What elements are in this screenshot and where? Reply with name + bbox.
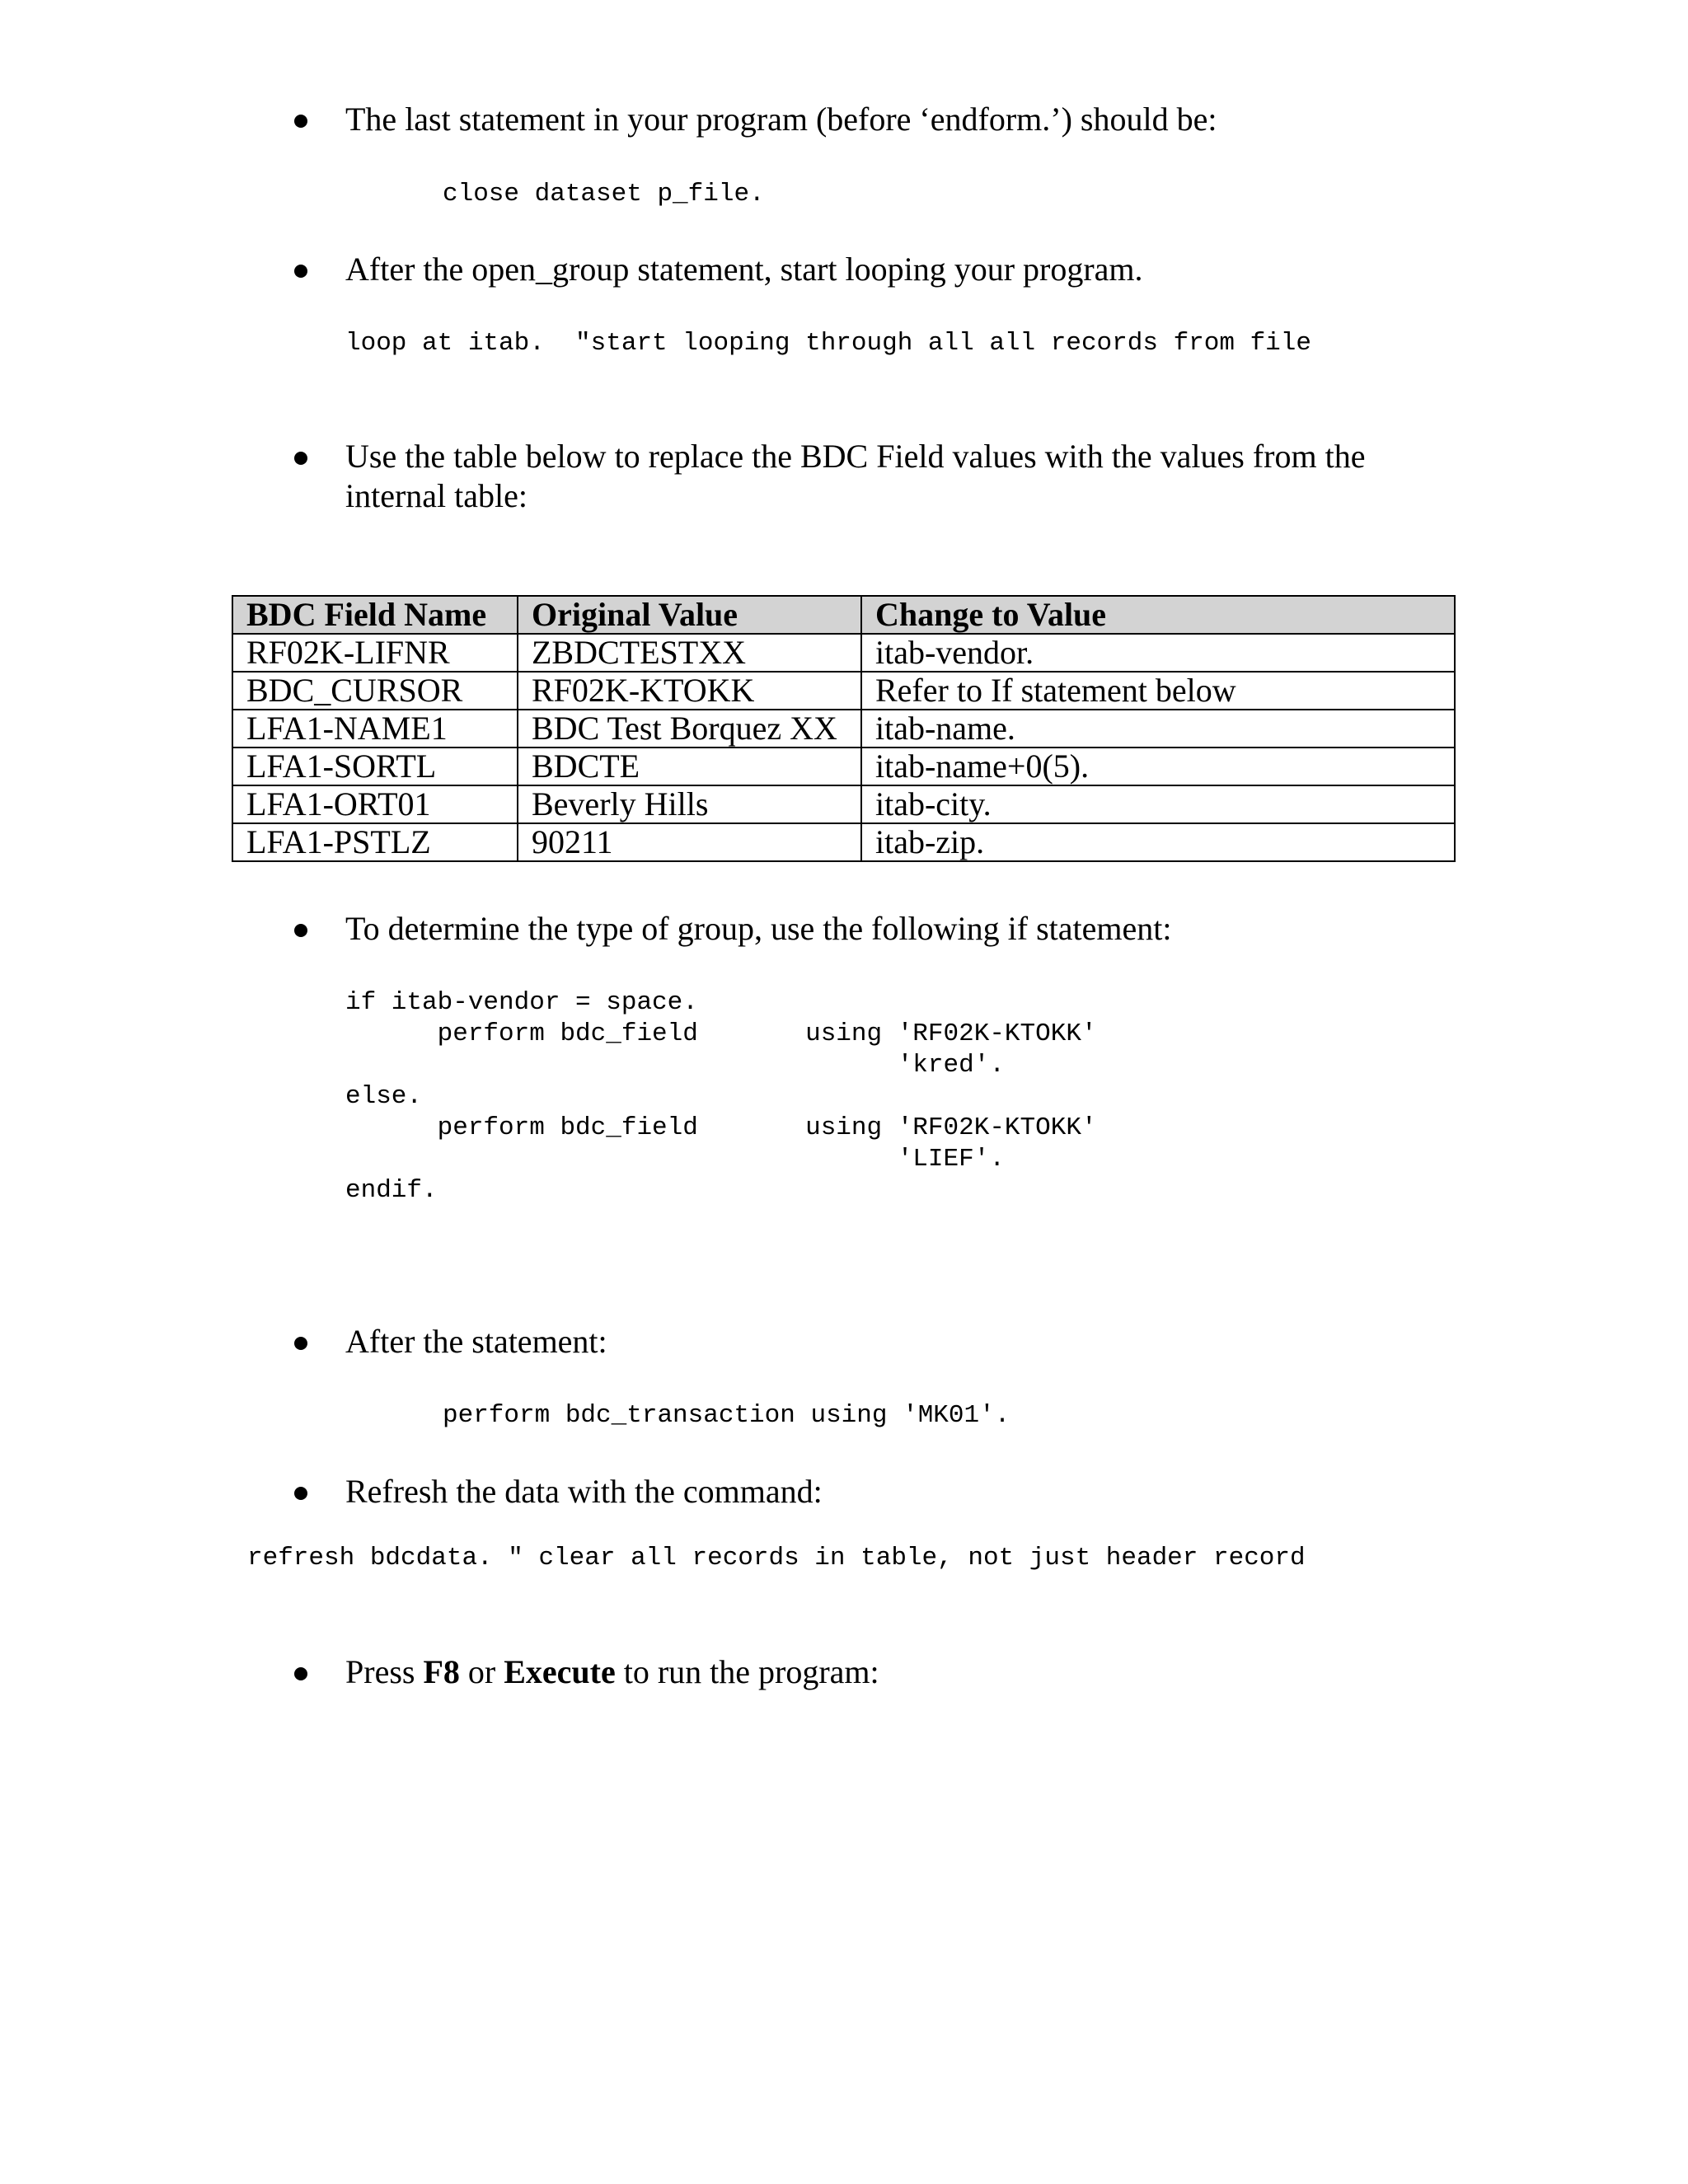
column-header: BDC Field Name (232, 596, 518, 634)
step-text: To determine the type of group, use the following if statement: (345, 910, 1172, 947)
step-text: Use the table below to replace the BDC Field values with the values from the internal table: (345, 438, 1366, 514)
table-cell: BDC_CURSOR (232, 672, 518, 710)
execute-suffix: to run the program: (615, 1653, 879, 1690)
table-cell: LFA1-NAME1 (232, 710, 518, 748)
execute-middle: or (459, 1653, 504, 1690)
bullet-icon (294, 924, 307, 937)
step-text: The last statement in your program (before ‘endform.’) should be: (345, 101, 1217, 138)
table-cell: itab-name. (861, 710, 1455, 748)
table-row (232, 785, 1455, 823)
code-if-statement: if itab-vendor = space. perform bdc_field using 'RF02K-KTOKK' 'kred'. else. perform bdc_field using 'RF02K-KTOKK' 'LIEF'. endif. (345, 988, 1097, 1205)
table-cell: BDCTE (518, 748, 861, 785)
step-text: Refresh the data with the command: (345, 1473, 823, 1510)
execute-prefix: Press (345, 1653, 424, 1690)
table-cell: LFA1-PSTLZ (232, 823, 518, 861)
execute-label: Execute (504, 1653, 616, 1690)
bullet-icon (294, 265, 307, 278)
bullet-icon (294, 452, 307, 465)
table-row (232, 823, 1455, 861)
table-cell: itab-city. (861, 785, 1455, 823)
table-cell: itab-zip. (861, 823, 1455, 861)
code-close-dataset: close dataset p_file. (443, 180, 765, 209)
bullet-icon (294, 1337, 307, 1350)
table-cell: Refer to If statement below (861, 672, 1455, 710)
table-cell: itab-vendor. (861, 634, 1455, 672)
bullet-icon (294, 1667, 307, 1680)
bullet-icon (294, 1487, 307, 1500)
code-refresh: refresh bdcdata. " clear all records in table, not just header record (247, 1544, 1306, 1572)
table-cell: BDC Test Borquez XX (518, 710, 861, 748)
table-cell: RF02K-LIFNR (232, 634, 518, 672)
step-text: After the statement: (345, 1323, 607, 1360)
f8-key-label: F8 (423, 1653, 460, 1690)
column-header: Change to Value (861, 596, 1455, 634)
table-cell: 90211 (518, 823, 861, 861)
code-bdc-transaction: perform bdc_transaction using 'MK01'. (443, 1401, 1010, 1430)
table-cell: Beverly Hills (518, 785, 861, 823)
table-header-row (232, 596, 1455, 634)
table-row (232, 710, 1455, 748)
bullet-icon (294, 115, 307, 128)
step-text (345, 1652, 1458, 1692)
table-cell: LFA1-SORTL (232, 748, 518, 785)
table-row (232, 748, 1455, 785)
table-cell: ZBDCTESTXX (518, 634, 861, 672)
table-row (232, 634, 1455, 672)
table-cell: LFA1-ORT01 (232, 785, 518, 823)
column-header: Original Value (518, 596, 861, 634)
table-cell: itab-name+0(5). (861, 748, 1455, 785)
code-loop: loop at itab. "start looping through all all records from file (345, 329, 1311, 358)
bdc-field-table (232, 595, 1456, 862)
table-row (232, 672, 1455, 710)
table-cell: RF02K-KTOKK (518, 672, 861, 710)
step-text: After the open_group statement, start looping your program. (345, 251, 1143, 288)
